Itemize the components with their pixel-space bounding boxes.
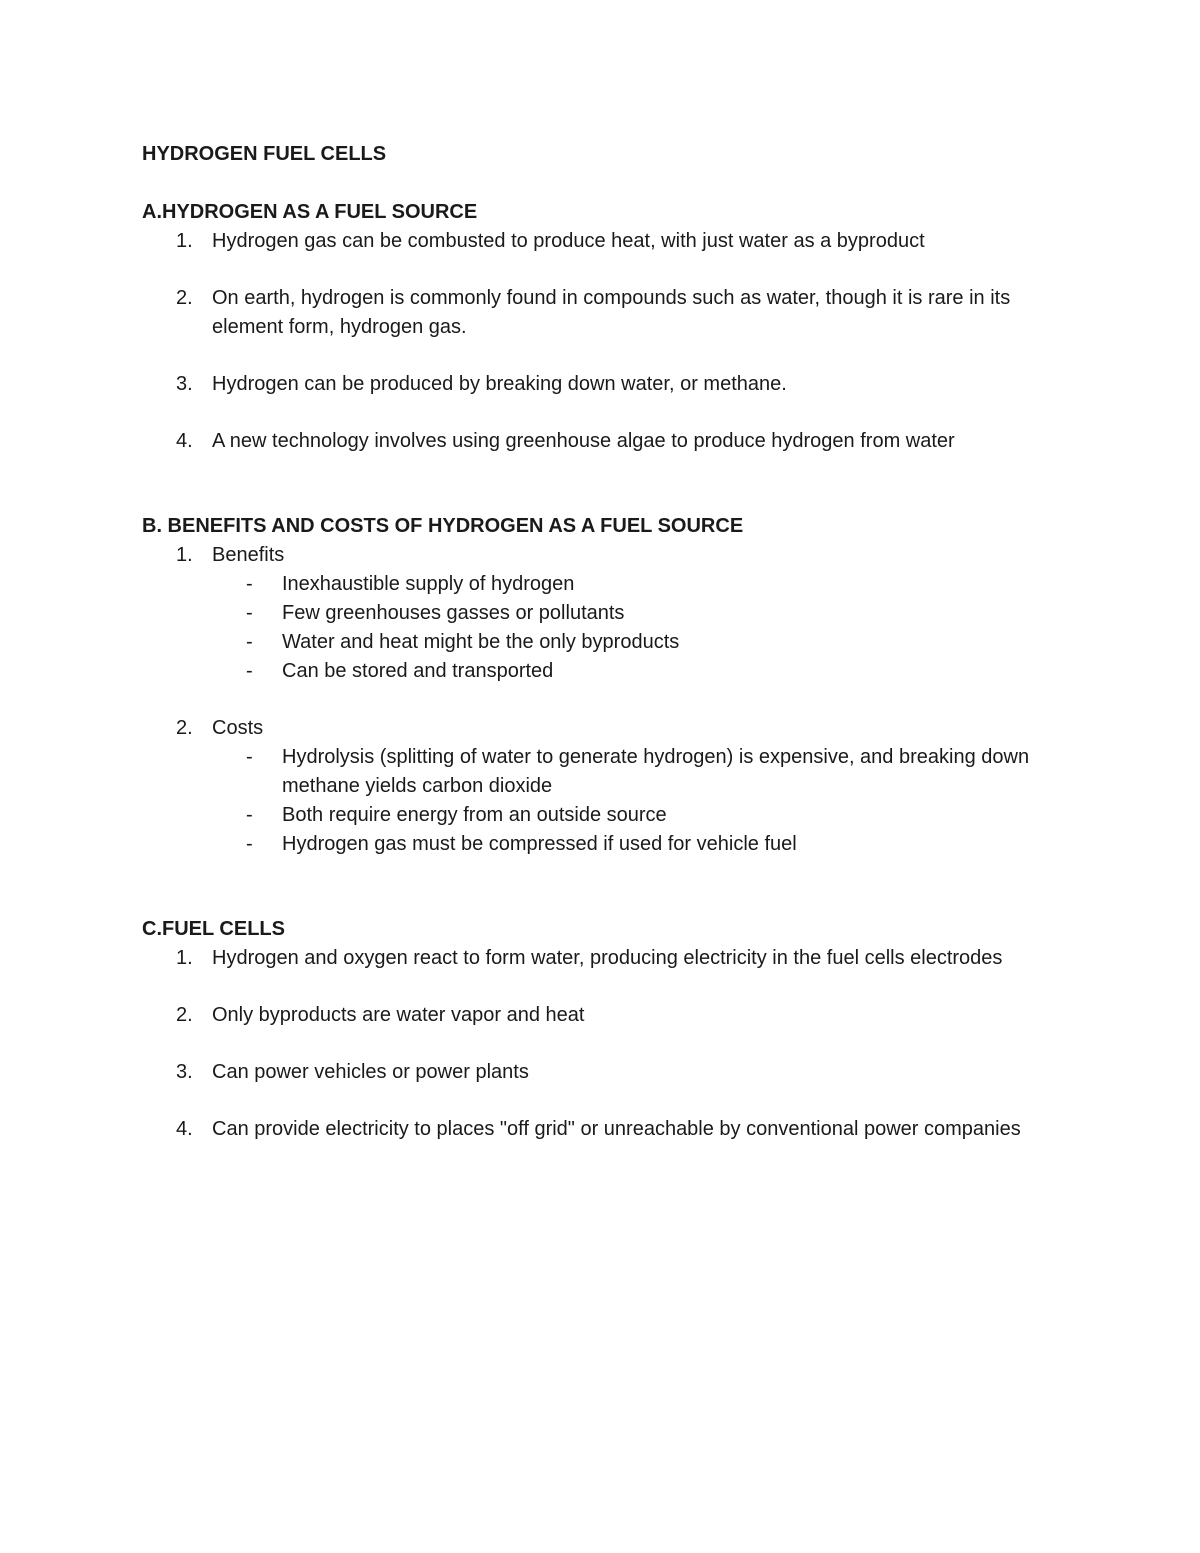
section-a-heading: A.HYDROGEN AS A FUEL SOURCE: [142, 201, 478, 223]
section-b-list: [142, 541, 1062, 859]
section-a-list: [142, 227, 1062, 456]
list-item-text: Hydrogen can be produced by breaking down water, or methane.: [212, 373, 787, 395]
dash-marker: -: [246, 746, 253, 768]
bullet-text: Both require energy from an outside source: [282, 804, 667, 826]
bullet-text: Can be stored and transported: [282, 660, 554, 682]
list-item-text: Can provide electricity to places "off grid" or unreachable by conventional power companies: [212, 1118, 1021, 1140]
bullet-text: Hydrogen gas must be compressed if used for vehicle fuel: [282, 833, 797, 855]
list-item-text: A new technology involves using greenhouse algae to produce hydrogen from water: [212, 430, 955, 452]
bullet-item: [142, 743, 1062, 801]
section-spacer: [142, 456, 1062, 512]
list-item: [142, 227, 1062, 256]
bullet-item: [142, 570, 1062, 599]
list-item: [142, 1058, 1062, 1087]
dash-marker: -: [246, 602, 253, 624]
dash-marker: -: [246, 573, 253, 595]
bullet-item: [142, 657, 1062, 686]
list-item: [142, 284, 1062, 342]
section-c-heading: C.FUEL CELLS: [142, 918, 285, 940]
list-number: 3.: [176, 373, 193, 395]
dash-marker: -: [246, 804, 253, 826]
list-item: [142, 1115, 1062, 1144]
document-page: [142, 140, 1062, 1144]
costs-label: Costs: [212, 717, 264, 739]
list-number: 2.: [176, 287, 193, 309]
list-item-text: Can power vehicles or power plants: [212, 1061, 529, 1083]
list-number: 4.: [176, 430, 193, 452]
dash-marker: -: [246, 631, 253, 653]
list-number: 3.: [176, 1061, 193, 1083]
benefits-bullets: [142, 570, 1062, 686]
bullet-item: [142, 599, 1062, 628]
list-item: [142, 370, 1062, 399]
list-number: 1.: [176, 544, 193, 566]
list-item-benefits: [142, 541, 1062, 686]
list-item: [142, 1001, 1062, 1030]
list-item-text: On earth, hydrogen is commonly found in compounds such as water, though it is rare in its element form, hydrogen gas.: [212, 287, 1011, 338]
list-item-text: Hydrogen and oxygen react to form water, producing electricity in the fuel cells electrodes: [212, 947, 1003, 969]
list-number: 4.: [176, 1118, 193, 1140]
bullet-item: [142, 801, 1062, 830]
costs-bullets: [142, 743, 1062, 859]
list-item-costs: [142, 714, 1062, 859]
bullet-text: Inexhaustible supply of hydrogen: [282, 573, 575, 595]
section-spacer: [142, 859, 1062, 915]
list-number: 2.: [176, 1004, 193, 1026]
bullet-item: [142, 830, 1062, 859]
list-item-text: Only byproducts are water vapor and heat: [212, 1004, 585, 1026]
list-number: 2.: [176, 717, 193, 739]
section-b-heading: B. BENEFITS AND COSTS OF HYDROGEN AS A FUEL SOURCE: [142, 515, 744, 537]
bullet-text: Water and heat might be the only byproducts: [282, 631, 680, 653]
benefits-label: Benefits: [212, 544, 285, 566]
bullet-text: Few greenhouses gasses or pollutants: [282, 602, 625, 624]
bullet-text: Hydrolysis (splitting of water to generate hydrogen) is expensive, and breaking down methane yields carbon dioxide: [282, 746, 1030, 797]
list-number: 1.: [176, 230, 193, 252]
section-c-list: [142, 944, 1062, 1144]
bullet-item: [142, 628, 1062, 657]
document-title: HYDROGEN FUEL CELLS: [142, 143, 387, 165]
list-item: [142, 944, 1062, 973]
dash-marker: -: [246, 660, 253, 682]
list-item: [142, 427, 1062, 456]
list-item-text: Hydrogen gas can be combusted to produce heat, with just water as a byproduct: [212, 230, 925, 252]
dash-marker: -: [246, 833, 253, 855]
list-number: 1.: [176, 947, 193, 969]
